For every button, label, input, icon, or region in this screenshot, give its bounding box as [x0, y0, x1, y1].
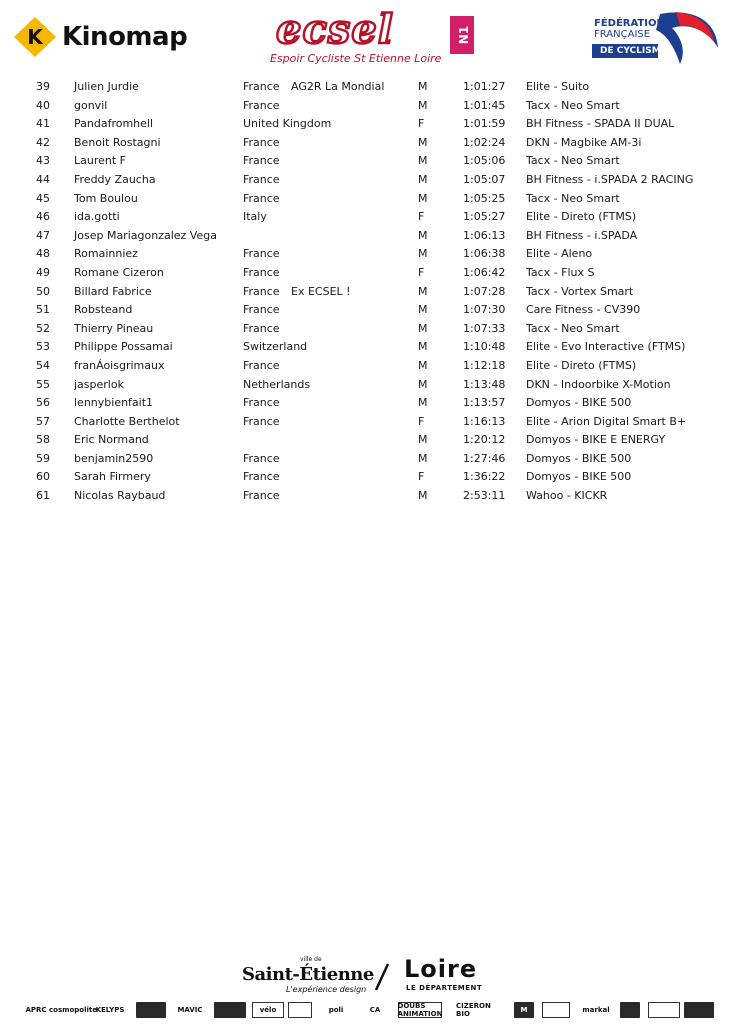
table-row [0, 134, 742, 153]
name-cell: Laurent F [74, 154, 126, 168]
country-cell: United Kingdom [243, 117, 332, 131]
rank-cell: 52 [36, 321, 50, 335]
country-cell: France [243, 172, 280, 186]
sex-cell: M [418, 340, 428, 354]
table-row [0, 320, 742, 339]
sponsor-logo: vélo [252, 1002, 284, 1018]
time-cell: 1:01:59 [463, 117, 506, 131]
time-cell: 1:07:33 [463, 321, 506, 335]
country-cell: France [243, 303, 280, 317]
country-cell: France [243, 396, 280, 410]
table-row [0, 171, 742, 190]
rank-cell: 56 [36, 396, 50, 410]
country-cell: France [243, 414, 280, 428]
equipment-cell: Elite - Evo Interactive (FTMS) [526, 340, 686, 354]
country-cell: Switzerland [243, 340, 308, 354]
table-row [0, 245, 742, 264]
table-row [0, 97, 742, 116]
time-cell: 1:06:42 [463, 265, 506, 279]
sex-cell: M [418, 191, 428, 205]
table-row [0, 487, 742, 506]
time-cell: 1:27:46 [463, 451, 506, 465]
country-cell: France [243, 247, 280, 261]
loire-name: Loire [404, 955, 478, 983]
sex-cell: F [418, 414, 425, 428]
equipment-cell: DKN - Indoorbike X-Motion [526, 377, 671, 391]
rank-cell: 43 [36, 154, 50, 168]
sponsor-logo: DOUBS ANIMATION [397, 1002, 443, 1018]
country-cell: France [243, 135, 280, 149]
name-cell: Thierry Pineau [74, 321, 154, 335]
country-cell: France [243, 265, 280, 279]
rank-cell: 39 [36, 80, 50, 93]
kinomap-wordmark: Kinomap [62, 22, 188, 52]
ecsel-wordmark: ecsel [276, 6, 394, 53]
time-cell: 1:10:48 [463, 340, 506, 354]
name-cell: benjamin2590 [74, 451, 154, 465]
rank-cell: 61 [36, 489, 50, 503]
equipment-cell: BH Fitness - SPADA II DUAL [526, 117, 675, 131]
sponsor-logo [620, 1002, 640, 1018]
equipment-cell: BH Fitness - i.SPADA [526, 228, 638, 242]
time-cell: 1:01:27 [463, 80, 506, 93]
time-cell: 1:20:12 [463, 433, 506, 447]
ffc-line-3: DE CYCLISME [600, 46, 667, 56]
ffc-line-1: FÉDÉRATION [594, 18, 665, 29]
sponsor-logo: M [514, 1002, 534, 1018]
sex-cell: M [418, 247, 428, 261]
sex-cell: M [418, 154, 428, 168]
name-cell: Josep Mariagonzalez Vega [74, 228, 217, 242]
sex-cell: M [418, 98, 428, 112]
saint-etienne-logo [242, 956, 392, 996]
name-cell: Benoit Rostagni [74, 135, 161, 149]
sponsor-logo: MAVIC [177, 1006, 203, 1014]
sponsor-logo [684, 1002, 714, 1018]
table-row [0, 357, 742, 376]
equipment-cell: Tacx - Vortex Smart [526, 284, 634, 298]
country-cell: France [243, 80, 280, 93]
rank-cell: 51 [36, 303, 50, 317]
rank-cell: 48 [36, 247, 50, 261]
name-cell: lennybienfait1 [74, 396, 154, 410]
equipment-cell: Elite - Direto (FTMS) [526, 358, 637, 372]
sex-cell: M [418, 358, 428, 372]
rank-cell: 40 [36, 98, 50, 112]
time-cell: 1:05:06 [463, 154, 506, 168]
name-cell: Tom Boulou [74, 191, 138, 205]
equipment-cell: Tacx - Neo Smart [526, 321, 620, 335]
name-cell: Nicolas Raybaud [74, 489, 166, 503]
loire-logo [404, 956, 500, 996]
sponsor-logo [542, 1002, 570, 1018]
sex-cell: F [418, 265, 425, 279]
equipment-cell: BH Fitness - i.SPADA 2 RACING [526, 172, 694, 186]
rank-cell: 45 [36, 191, 50, 205]
sex-cell: M [418, 135, 428, 149]
rank-cell: 59 [36, 451, 50, 465]
time-cell: 1:06:38 [463, 247, 506, 261]
ecsel-badge-text: N1 [457, 25, 471, 45]
loire-subtitle: LE DÉPARTEMENT [406, 984, 483, 992]
sex-cell: M [418, 451, 428, 465]
rank-cell: 58 [36, 433, 50, 447]
rank-cell: 46 [36, 210, 50, 224]
sponsor-logo [214, 1002, 246, 1018]
rank-cell: 55 [36, 377, 50, 391]
sex-cell: M [418, 489, 428, 503]
time-cell: 1:05:25 [463, 191, 506, 205]
sex-cell: M [418, 80, 428, 93]
equipment-cell: Elite - Direto (FTMS) [526, 210, 637, 224]
sex-cell: M [418, 433, 428, 447]
name-cell: Romainniez [74, 247, 138, 261]
ecsel-n1-badge [450, 16, 474, 54]
table-row [0, 338, 742, 357]
name-cell: Sarah Firmery [74, 470, 151, 484]
sex-cell: M [418, 172, 428, 186]
equipment-cell: Tacx - Neo Smart [526, 154, 620, 168]
sex-cell: F [418, 117, 425, 131]
name-cell: Philippe Possamai [74, 340, 173, 354]
table-row [0, 413, 742, 432]
page-header [0, 0, 742, 72]
ecsel-logo [270, 6, 480, 68]
ecsel-subtitle: Espoir Cycliste St Etienne Loire [270, 52, 442, 65]
time-cell: 1:07:30 [463, 303, 506, 317]
time-cell: 1:13:48 [463, 377, 506, 391]
table-row [0, 152, 742, 171]
equipment-cell: Domyos - BIKE 500 [526, 451, 632, 465]
sponsor-logo: markal [582, 1006, 610, 1014]
kinomap-mark-letter: K [27, 25, 43, 49]
equipment-cell: Tacx - Flux S [526, 265, 595, 279]
name-cell: Romane Cizeron [74, 265, 164, 279]
name-cell: Charlotte Berthelot [74, 414, 180, 428]
sex-cell: M [418, 303, 428, 317]
equipment-cell: Tacx - Neo Smart [526, 191, 620, 205]
table-row [0, 264, 742, 283]
ffc-line-2: FRANÇAISE [594, 29, 651, 40]
equipment-cell: Elite - Aleno [526, 247, 593, 261]
rank-cell: 57 [36, 414, 50, 428]
sponsor-strip [18, 1000, 724, 1020]
sex-cell: F [418, 210, 425, 224]
slash-icon [374, 962, 390, 992]
sex-cell: M [418, 377, 428, 391]
equipment-cell: Elite - Arion Digital Smart B+ [526, 414, 687, 428]
sponsor-logo: KELYPS [95, 1006, 125, 1014]
time-cell: 1:13:57 [463, 396, 506, 410]
time-cell: 1:06:13 [463, 228, 506, 242]
table-row [0, 468, 742, 487]
sex-cell: F [418, 470, 425, 484]
time-cell: 1:36:22 [463, 470, 506, 484]
ffc-logo [590, 8, 720, 66]
equipment-cell: Wahoo - KICKR [526, 489, 608, 503]
name-cell: Robsteand [74, 303, 133, 317]
equipment-cell: DKN - Magbike AM-3i [526, 135, 642, 149]
time-cell: 1:07:28 [463, 284, 506, 298]
time-cell: 1:16:13 [463, 414, 506, 428]
country-cell: France [243, 470, 280, 484]
table-row [0, 376, 742, 395]
table-row [0, 283, 742, 302]
rank-cell: 49 [36, 265, 50, 279]
rank-cell: 50 [36, 284, 50, 298]
country-cell: France [243, 451, 280, 465]
equipment-cell: Elite - Suito [526, 80, 590, 93]
country-cell: France [243, 489, 280, 503]
country-cell: France [243, 358, 280, 372]
time-cell: 1:12:18 [463, 358, 506, 372]
kinomap-logo [14, 17, 187, 57]
name-cell: ida.gotti [74, 210, 120, 224]
table-row [0, 190, 742, 209]
sponsor-logo [648, 1002, 680, 1018]
table-row [0, 227, 742, 246]
name-cell: gonvil [74, 98, 108, 112]
sex-cell: M [418, 284, 428, 298]
sponsor-logo [288, 1002, 312, 1018]
country-cell: France [243, 284, 280, 298]
rank-cell: 44 [36, 172, 50, 186]
time-cell: 1:01:45 [463, 98, 506, 112]
table-row [0, 208, 742, 227]
team-cell: Ex ECSEL ! [291, 284, 351, 298]
sponsor-logo: APRC [25, 1006, 47, 1014]
equipment-cell: Domyos - BIKE 500 [526, 396, 632, 410]
country-cell: Netherlands [243, 377, 311, 391]
table-row [0, 115, 742, 134]
rank-cell: 42 [36, 135, 50, 149]
sex-cell: M [418, 228, 428, 242]
st-etienne-name: Saint-Étienne [242, 964, 374, 985]
table-row [0, 431, 742, 450]
time-cell: 2:53:11 [463, 489, 506, 503]
rank-cell: 47 [36, 228, 50, 242]
sponsor-logo [136, 1002, 166, 1018]
sponsor-logo: cosmopolite [49, 1006, 97, 1014]
country-cell: France [243, 154, 280, 168]
name-cell: Pandafromhell [74, 117, 154, 131]
sponsor-logo: CIZERON BIO [456, 1002, 491, 1018]
country-cell: France [243, 321, 280, 335]
sex-cell: M [418, 396, 428, 410]
equipment-cell: Tacx - Neo Smart [526, 98, 620, 112]
st-etienne-tagline: L'expérience design [286, 985, 367, 994]
table-row [0, 78, 742, 97]
name-cell: Billard Fabrice [74, 284, 152, 298]
page-footer [0, 950, 742, 1024]
name-cell: Freddy Zaucha [74, 172, 156, 186]
table-row [0, 450, 742, 469]
name-cell: franÁoisgrimaux [74, 358, 165, 372]
country-cell: France [243, 191, 280, 205]
kinomap-k-icon [14, 17, 56, 57]
country-cell: France [243, 98, 280, 112]
country-cell: Italy [243, 210, 267, 224]
rank-cell: 60 [36, 470, 50, 484]
equipment-cell: Domyos - BIKE E ENERGY [526, 433, 666, 447]
sponsor-logo: poli [328, 1006, 344, 1014]
table-row [0, 394, 742, 413]
table-row [0, 301, 742, 320]
sponsor-logo: CA [369, 1006, 381, 1014]
st-etienne-ville: ville de [300, 956, 322, 963]
results-table [0, 78, 742, 506]
time-cell: 1:05:27 [463, 210, 506, 224]
name-cell: jasperlok [74, 377, 124, 391]
team-cell: AG2R La Mondial [291, 80, 385, 93]
rank-cell: 53 [36, 340, 50, 354]
time-cell: 1:02:24 [463, 135, 506, 149]
name-cell: Eric Normand [74, 433, 149, 447]
equipment-cell: Domyos - BIKE 500 [526, 470, 632, 484]
rank-cell: 41 [36, 117, 50, 131]
equipment-cell: Care Fitness - CV390 [526, 303, 641, 317]
time-cell: 1:05:07 [463, 172, 506, 186]
sex-cell: M [418, 321, 428, 335]
name-cell: Julien Jurdie [74, 80, 139, 93]
rank-cell: 54 [36, 358, 50, 372]
